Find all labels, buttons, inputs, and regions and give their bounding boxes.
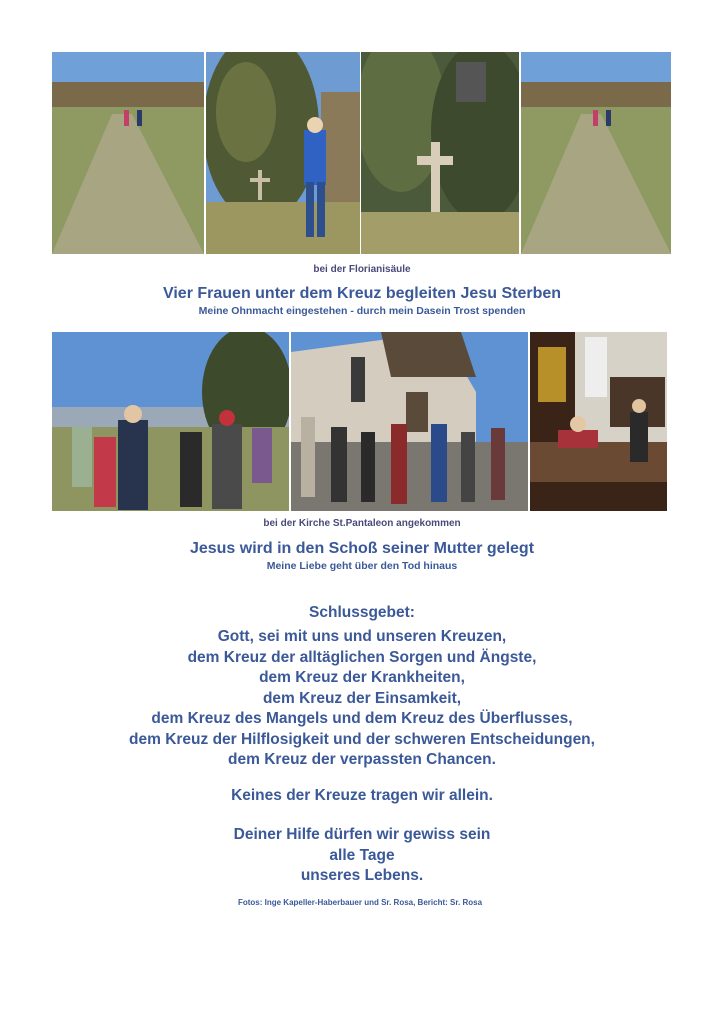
group-outdoors-photo-icon xyxy=(52,332,289,511)
prayer-stanza-2: Keines der Kreuze tragen wir allein. xyxy=(231,787,493,804)
prayer-title: Schlussgebet: xyxy=(309,604,415,621)
photo-church-interior xyxy=(530,332,667,511)
prayer-line: dem Kreuz der Hilflosigkeit und der schweren Entscheidungen, xyxy=(129,730,595,748)
photo-church-exterior xyxy=(291,332,528,511)
caption-florianisaeule: bei der Florianisäule xyxy=(313,264,411,275)
prayer-line: unseres Lebens. xyxy=(300,867,424,884)
prayer-line: dem Kreuz der verpassten Chancen. xyxy=(228,751,496,768)
heading-station-pieta: Jesus wird in den Schoß seiner Mutter gelegt xyxy=(189,540,535,557)
photo-credit: Fotos: Inge Kapeller-Haberbauer und Sr. Rosa, Bericht: Sr. Rosa xyxy=(237,898,483,907)
caption-st-pantaleon: bei der Kirche St.Pantaleon angekommen xyxy=(263,518,461,529)
stone-cross-photo-icon xyxy=(361,52,519,254)
photo-field-path-2 xyxy=(521,52,671,254)
photo-column-cross-woman xyxy=(206,52,360,254)
photo-stone-cross xyxy=(361,52,519,254)
prayer-stanza-3 xyxy=(0,825,724,887)
prayer-stanza-1 xyxy=(0,627,724,771)
subheading-station-pieta: Meine Liebe geht über den Tod hinaus xyxy=(266,560,458,572)
field-path-photo-icon xyxy=(52,52,204,254)
prayer-line: dem Kreuz der Krankheiten, xyxy=(259,669,465,686)
subheading-station-four-women: Meine Ohnmacht eingestehen - durch mein Dasein Trost spenden xyxy=(198,305,526,317)
prayer-line: dem Kreuz der alltäglichen Sorgen und Ängste, xyxy=(187,648,537,666)
church-exterior-photo-icon xyxy=(291,332,528,511)
prayer-line: dem Kreuz der Einsamkeit, xyxy=(262,689,462,707)
photo-group-outdoors xyxy=(52,332,289,511)
church-interior-photo-icon xyxy=(530,332,667,511)
prayer-line: alle Tage xyxy=(329,846,395,864)
photo-field-path-1 xyxy=(52,52,204,254)
column-cross-woman-photo-icon xyxy=(206,52,360,254)
prayer-line: Deiner Hilfe dürfen wir gewiss sein xyxy=(233,826,491,843)
prayer-line: Gott, sei mit uns und unseren Kreuzen, xyxy=(217,628,507,645)
heading-station-four-women: Vier Frauen unter dem Kreuz begleiten Jesu Sterben xyxy=(162,285,562,302)
field-path-photo-icon xyxy=(521,52,671,254)
prayer-line: dem Kreuz des Mangels und dem Kreuz des Überflusses, xyxy=(151,710,573,727)
